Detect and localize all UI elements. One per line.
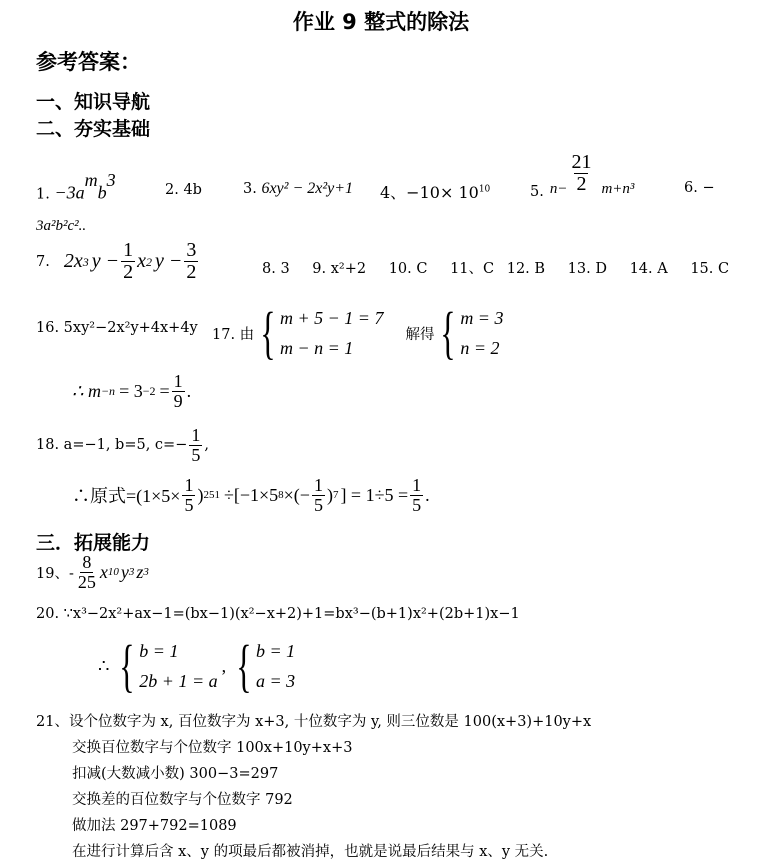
answer-8: 8. 3 xyxy=(262,261,290,277)
fraction-numerator: 1 xyxy=(123,239,134,261)
section-heading-2: 二、夯实基础 xyxy=(36,118,151,140)
middle-expr: ) xyxy=(326,484,333,505)
left-brace: { xyxy=(440,299,457,365)
answer-9: 9. x²+2 xyxy=(312,261,367,277)
answer-21-line-2: 交换百位数字与个位数字 100x+10y+x+3 xyxy=(72,740,353,756)
section-heading-3: 三．拓展能力 xyxy=(36,532,151,554)
fraction-denominator: 2 xyxy=(576,172,587,195)
answer-21-line-3: 扣减(大数减小数) 300−3=297 xyxy=(72,766,279,782)
equation-system-4 xyxy=(230,632,296,698)
fraction-numerator: 1 xyxy=(191,425,201,445)
answer-1-exp-m: m xyxy=(84,170,98,190)
fraction-numerator: 1 xyxy=(173,371,183,391)
answer-number: 5. xyxy=(530,184,544,200)
equation-row: m + 5 − 1 = 7 xyxy=(280,308,384,328)
left-brace: { xyxy=(236,632,252,698)
answer-7: 7. 2x 3 y − $\frac{1}{2}$ x 2 y − $\frac{3}{2}$ xyxy=(36,239,197,283)
fraction-denominator: 5 xyxy=(184,494,194,515)
fraction-denominator: 25 xyxy=(77,571,96,592)
answer-19-fraction xyxy=(76,553,98,592)
answer-7-term: 2x xyxy=(63,250,83,272)
answer-21-line-1: 21、设个位数字为 x, 百位数字为 x+3, 十位数字为 y, 则三位数是 100(x+3)+10y+x xyxy=(36,714,592,730)
answer-20-systems xyxy=(98,632,296,698)
fraction-denominator: 5 xyxy=(191,444,201,465)
answer-1 xyxy=(36,170,116,204)
left-brace: { xyxy=(119,632,136,698)
answer-18-text: 18. a=−1, b=5, c=− xyxy=(36,437,188,454)
equation-system-2 xyxy=(434,299,504,365)
left-brace: { xyxy=(260,299,276,365)
equation-row: b = 1 xyxy=(139,641,179,661)
fraction-numerator: 8 xyxy=(82,552,92,572)
period: . xyxy=(186,380,192,401)
equation-row: m = 3 xyxy=(460,308,504,328)
answer-21-line-5: 做加法 297+792=1089 xyxy=(72,818,237,834)
answer-1-b: b xyxy=(97,182,107,203)
answer-6: 6. − xyxy=(684,180,715,196)
answer-21-line-6: 在进行计算后含 x、y 的项最后都被消掉，也就是说最后结果与 x、y 无关. xyxy=(72,844,549,860)
equation-row: b = 1 xyxy=(255,641,296,661)
fraction-numerator: 21 xyxy=(571,150,592,173)
equation-row: 2b + 1 = a xyxy=(139,671,218,691)
page-title: 作业 9 整式的除法 xyxy=(292,10,470,34)
answers-heading: 参考答案： xyxy=(36,50,141,74)
var-y: y xyxy=(120,561,129,582)
answer-4-exp: 10 xyxy=(478,184,491,195)
answer-7-term: y − xyxy=(155,250,183,272)
answer-5-post: m+n³ xyxy=(601,180,635,197)
answer-4-expr: 4、−10× 10 xyxy=(380,183,479,202)
answer-3 xyxy=(243,180,353,198)
equation-row: n = 2 xyxy=(460,338,500,358)
equals-sign: = xyxy=(159,380,170,401)
fraction-numerator: 3 xyxy=(186,239,197,261)
period: . xyxy=(425,484,430,505)
answer-4 xyxy=(380,180,490,203)
equals-part: = 3 xyxy=(119,380,143,401)
answer-7-term: y − xyxy=(91,250,120,272)
answer-17 xyxy=(212,299,504,365)
answer-18 xyxy=(36,426,209,465)
fraction-numerator: 1 xyxy=(313,475,323,495)
answer-12: 12. B xyxy=(506,261,546,277)
answer-5 xyxy=(530,146,634,200)
answer-number: 3. xyxy=(243,181,257,197)
answer-5-fraction xyxy=(569,152,593,195)
answer-7-fraction-2 xyxy=(184,240,198,283)
answer-7-fraction-1 xyxy=(121,240,135,283)
answers-8-15 xyxy=(262,257,747,278)
fraction-numerator: 1 xyxy=(412,475,422,495)
answer-10: 10. C xyxy=(388,261,428,277)
calc-fraction-3 xyxy=(410,476,423,515)
answer-3-expr: 6xy² − 2x²y+1 xyxy=(261,180,354,197)
equation-row: a = 3 xyxy=(255,671,296,691)
answer-13: 13. D xyxy=(567,261,607,277)
answer-1-exp-3: 3 xyxy=(106,170,116,190)
middle-expr: ÷[−1×5 xyxy=(223,484,279,505)
fraction-denominator: 2 xyxy=(123,261,134,283)
fraction-denominator: 9 xyxy=(173,390,183,411)
equation-row: m − n = 1 xyxy=(280,338,354,358)
fraction-denominator: 5 xyxy=(313,494,323,515)
calc-fraction-1 xyxy=(182,476,195,515)
equation-system-3 xyxy=(113,632,218,698)
answer-number: 7. xyxy=(36,253,50,270)
var-z: z xyxy=(136,561,144,582)
tail-expr: ] = 1÷5 = xyxy=(340,484,409,505)
answer-1-expr: −3a xyxy=(54,182,85,203)
fraction-numerator: 1 xyxy=(184,475,194,495)
answer-6-continued: 3a²b²c².. xyxy=(36,218,87,234)
fraction-denominator: 5 xyxy=(412,494,422,515)
middle-expr: ×(− xyxy=(283,484,310,505)
answer-20: 20. ∵x³−2x²+ax−1=(bx−1)(x²−x+2)+1=bx³−(b+1)x²+(2b+1)x−1 xyxy=(36,606,520,622)
answer-2: 2. 4b xyxy=(165,182,202,198)
calc-fraction-2 xyxy=(312,476,325,515)
equation-system-1 xyxy=(254,299,384,365)
answer-7-term: x xyxy=(137,250,146,272)
result-fraction xyxy=(172,372,185,411)
answer-14: 14. A xyxy=(629,261,668,277)
answer-5-pre: n− xyxy=(549,180,568,197)
answer-19: 19、- $\frac{8}{25}$ x 10 y 3 z 3 xyxy=(36,552,149,592)
therefore-expr: ∴ m xyxy=(72,380,101,401)
answer-number: 19、- xyxy=(36,565,74,582)
answer-16: 16. 5xy²−2x²y+4x+4y xyxy=(36,320,198,336)
answer-17-result: ∴ m −n = 3 −2 = $\frac{1}{9}$ . xyxy=(72,371,192,411)
section-heading-1: 一、知识导航 xyxy=(36,91,151,113)
answer-17-label: 17. 由 xyxy=(212,326,255,343)
c-fraction xyxy=(189,426,202,465)
answer-15: 15. C xyxy=(690,261,730,277)
var-x: x xyxy=(99,561,108,582)
answer-21-line-4: 交换差的百位数字与个位数字 792 xyxy=(72,792,293,808)
comma: , xyxy=(204,437,209,454)
therefore-symbol: ∴ xyxy=(98,655,110,676)
answer-11: 11、C xyxy=(450,261,495,277)
comma: , xyxy=(221,655,227,676)
answer-number: 1. xyxy=(36,186,50,203)
original-expr: ∴原式=(1×5× xyxy=(72,486,181,507)
answer-18-calc: ∴原式=(1×5× $\frac{1}{5}$ ) 251 ÷[−1×5 8 ×(− $\frac{1}{5}$ ) 7 ] = 1÷5 = $\frac{1}{5}$ . xyxy=(72,475,430,515)
fraction-denominator: 2 xyxy=(186,261,197,283)
solve-label: 解得 xyxy=(405,326,435,343)
